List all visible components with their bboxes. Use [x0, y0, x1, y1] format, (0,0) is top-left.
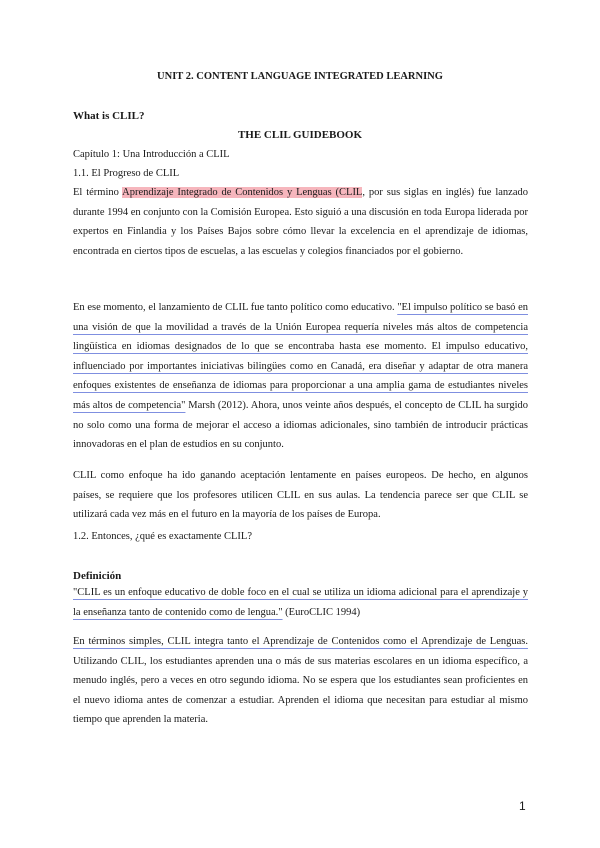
section-1-1-heading: 1.1. El Progreso de CLIL: [73, 168, 180, 179]
page-number: 1: [519, 799, 526, 813]
definition-quote: "CLIL es un enfoque educativo de doble foco en el cual se utiliza un idioma adicional para el aprendizaje y la enseñanza tanto de contenido como de lengua.": [73, 587, 528, 618]
paragraph-2: [73, 298, 528, 455]
definition-heading: Definición: [73, 570, 122, 582]
paragraph-1-rest: , por sus siglas en inglés) fue lanzado durante 1994 en conjunto con la Comisión Europea. Esto siguió a una discusión en toda Europa liderada por expertos en Finlandia y los Países Bajos sobre cómo llevar la excelencia en el aprendizaje de idiomas, encontrada en ciertos tipos de escuelas, a las escuelas y colegios financiados por el gobierno.: [73, 187, 528, 257]
guidebook-heading: THE CLIL GUIDEBOOK: [237, 129, 363, 141]
paragraph-2-lead: En ese momento, el lanzamiento de CLIL fue tanto político como educativo.: [73, 302, 398, 313]
definition-paragraph: [73, 583, 528, 622]
unit-title: UNIT 2. CONTENT LANGUAGE INTEGRATED LEARNING: [157, 71, 443, 82]
paragraph-1-lead: El término: [73, 187, 123, 198]
paragraph-5-rest: Utilizando CLIL, los estudiantes aprenden una o más de sus materias escolares en un idioma específico, a menudo inglés, pero a veces en otro segundo idioma. No se espera que los estudiantes sean proficientes en el nuevo idioma antes de comenzar a estudiar. Aprenden el idioma que necesitan para estudiar al mismo tiempo que aprenden la materia.: [73, 655, 528, 726]
highlighted-term: Aprendizaje Integrado de Contenidos y Lenguas (CLIL: [122, 187, 363, 198]
underlined-quote: "El impulso político se basó en una visión de que la movilidad a través de la Unión Europea requería niveles más altos de competencia lingüística en idiomas designados de lo que se encontraba hasta ese momento. El impulso educativo, influenciado por importantes iniciativas bilingües como en Canadá, era diseñar y adaptar de otra manera enfoques existentes de enseñanza de idiomas para proporcionar a una amplia gama de estudiantes niveles más altos de competencia": [73, 302, 528, 411]
definition-source: (EuroCLIC 1994): [282, 606, 361, 618]
paragraph-2-rest: Marsh (2012). Ahora, unos veinte años después, el concepto de CLIL ha surgido no solo como una forma de mejorar el acceso a idiomas adicionales, sino también de introducir prácticas innovadoras en el plan de estudios en su conjunto.: [73, 399, 528, 451]
paragraph-5: [73, 632, 528, 730]
section-1-2-heading: 1.2. Entonces, ¿qué es exactamente CLIL?: [73, 531, 253, 542]
paragraph-1: [73, 183, 528, 261]
underlined-sentence: En términos simples, CLIL integra tanto el Aprendizaje de Contenidos como el Aprendizaje de Lenguas.: [73, 636, 528, 647]
what-is-heading: What is CLIL?: [73, 110, 145, 122]
paragraph-3: CLIL como enfoque ha ido ganando aceptación lentamente en países europeos. De hecho, en algunos países, se requiere que los profesores utilicen CLIL en sus aulas. La tendencia parece ser que CLIL se utilizará cada vez más en el futuro en la mayoría de los países de Europa.: [73, 470, 528, 521]
chapter-heading: Capítulo 1: Una Introducción a CLIL: [73, 149, 230, 160]
